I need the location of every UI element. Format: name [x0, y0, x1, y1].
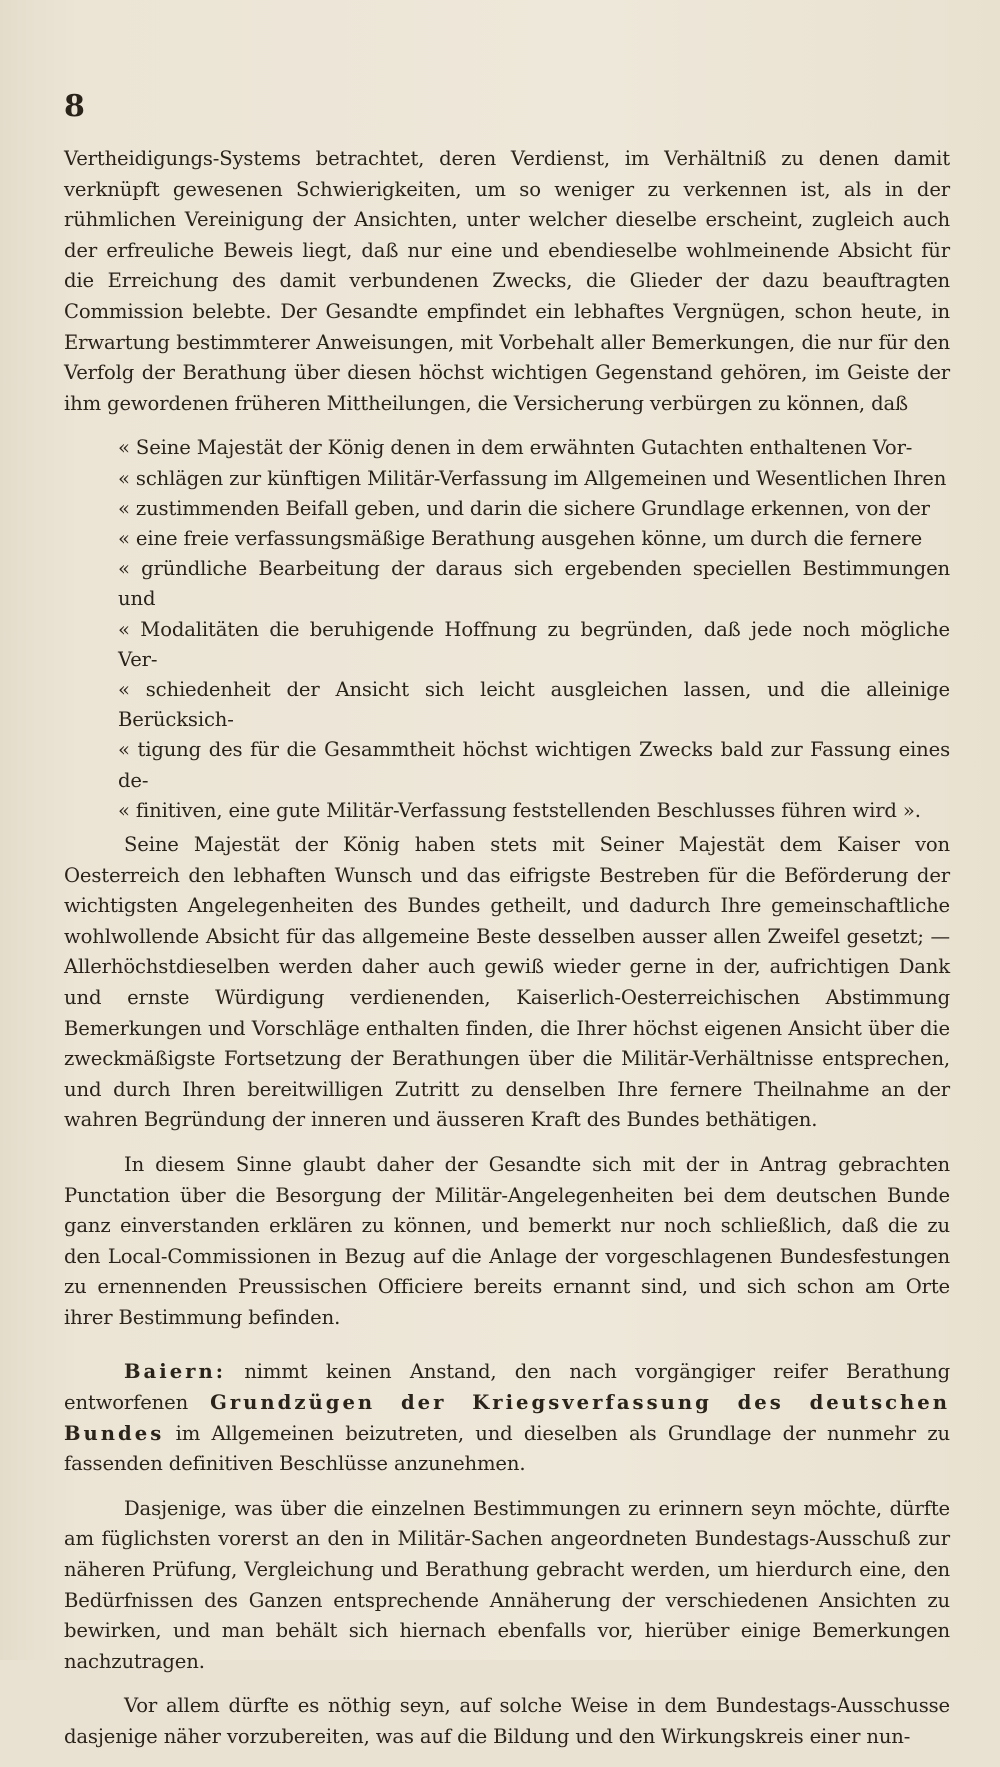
- quote-line: « schlägen zur künftigen Militär-Verfassung im Allgemeinen und Wesentlichen Ihren: [118, 466, 947, 490]
- quote-line: « Seine Majestät der König denen in dem erwähnten Gutachten enthaltenen Vor-: [118, 436, 913, 460]
- quoted-declaration: [64, 433, 950, 826]
- paragraph-baiern: [64, 1357, 950, 1479]
- baiern-text-before: nimmt keinen Anstand, den nach vorgängiger reifer Berathung entworfenen: [64, 1360, 950, 1415]
- paragraph-in-diesem-sinne: In diesem Sinne glaubt daher der Gesandte sich mit der in Antrag gebrachten Punctation über die Besorgung der Militär-Angelegenheiten bei dem deutschen Bunde ganz einverstanden erklären zu können, und bemerkt nur noch schließlich, daß die zu den Local-Commissionen in Bezug auf die Anlage der vorgeschlagenen Bundesfestungen zu ernennenden Preussischen Officiere bereits ernannt sind, und sich schon am Orte ihrer Bestimmung befinden.: [64, 1152, 950, 1329]
- quote-line: « finitiven, eine gute Militär-Verfassung feststellenden Beschlusses führen wird ».: [118, 798, 921, 822]
- paragraph-dasjenige: Dasjenige, was über die einzelnen Bestimmungen zu erinnern seyn möchte, dürfte am füglichsten vorerst an den in Militär-Sachen angeordneten Bundestags-Ausschuß zur näheren Prüfung, Vergleichung und Berathung gebracht werden, um hierdurch eine, den Bedürfnissen des Ganzen entsprechende Annäherung der verschiedenen Ansichten zu bewirken, und man behält sich hiernach ebenfalls vor, hierüber einige Bemerkungen nachzutragen.: [64, 1496, 950, 1673]
- quote-line: « Modalitäten die beruhigende Hoffnung zu begründen, daß jede noch mögliche Ver-: [118, 617, 950, 671]
- quote-line: « zustimmenden Beifall geben, und darin die sichere Grundlage erkennen, von der: [118, 496, 930, 520]
- page-number: 8: [64, 89, 85, 124]
- speaker-label: Baiern:: [124, 1360, 226, 1384]
- quote-line: « eine freie verfassungsmäßige Berathung ausgehen könne, um durch die fernere: [118, 526, 923, 550]
- baiern-text-after: im Allgemeinen beizutreten, und dieselben als Grundlage der nunmehr zu fassenden definitiven Beschlüsse anzunehmen.: [64, 1421, 950, 1476]
- paragraph-vor-allem: Vor allem dürfte es nöthig seyn, auf solche Weise in dem Bundestags-Ausschusse dasjenige näher vorzubereiten, was auf die Bildung und den Wirkungskreis einer nun-: [64, 1694, 950, 1749]
- section-gap: [64, 1347, 950, 1357]
- paragraph-vertheidigung: Vertheidigungs-Systems betrachtet, deren Verdienst, im Verhältniß zu denen damit verknüpft gewesenen Schwierigkeiten, um so weniger zu verkennen ist, als in der rühmlichen Vereinigung der Ansichten, unter welcher dieselbe erscheint, zugleich auch der erfreuliche Beweis liegt, daß nur eine und ebendieselbe wohlmeinende Absicht für die Erreichung des damit verbundenen Zwecks, die Glieder der dazu beauftragten Commission belebte. Der Gesandte empfindet ein lebhaftes Vergnügen, schon heute, in Erwartung bestimmterer Anweisungen, mit Vorbehalt aller Bemerkungen, die nur für den Verfolg der Berathung über diesen höchst wichtigen Gegenstand gehören, im Geiste der ihm gewordenen früheren Mittheilungen, die Versicherung verbürgen zu können, daß: [64, 147, 950, 415]
- quote-line: « gründliche Bearbeitung der daraus sich ergebenden speciellen Bestimmungen und: [118, 557, 950, 611]
- page-content: [64, 89, 950, 1767]
- quote-line: « schiedenheit der Ansicht sich leicht ausgleichen lassen, und die alleinige Berücksich-: [118, 677, 950, 732]
- baiern-spaced-phrase: Grundzügen der Kriegsverfassung des deutschen Bundes: [64, 1391, 950, 1445]
- paragraph-seine-majestaet: Seine Majestät der König haben stets mit Seiner Majestät dem Kaiser von Oesterreich den lebhaften Wunsch und das eifrigste Bestreben für die Beförderung der wichtigsten Angelegenheiten des Bundes getheilt, und dadurch Ihre gemeinschaftliche wohlwollende Absicht für das allgemeine Beste desselben ausser allen Zweifel gesetzt; — Allerhöchstdieselben werden daher auch gewiß wieder gerne in der, aufrichtigen Dank und ernste Würdigung verdienenden, Kaiserlich-Oesterreichischen Abstimmung Bemerkungen und Vorschläge enthalten finden, die Ihrer höchst eigenen Ansicht über die zweckmäßigste Fortsetzung der Berathungen über die Militär-Verhältnisse entsprechen, und durch Ihren bereitwilligen Zutritt zu denselben Ihre fernere Theilnahme an der wahren Begründung der inneren und äusseren Kraft des Bundes bethätigen.: [64, 832, 950, 1132]
- quote-line: « tigung des für die Gesammtheit höchst wichtigen Zwecks bald zur Fassung eines de-: [118, 738, 950, 792]
